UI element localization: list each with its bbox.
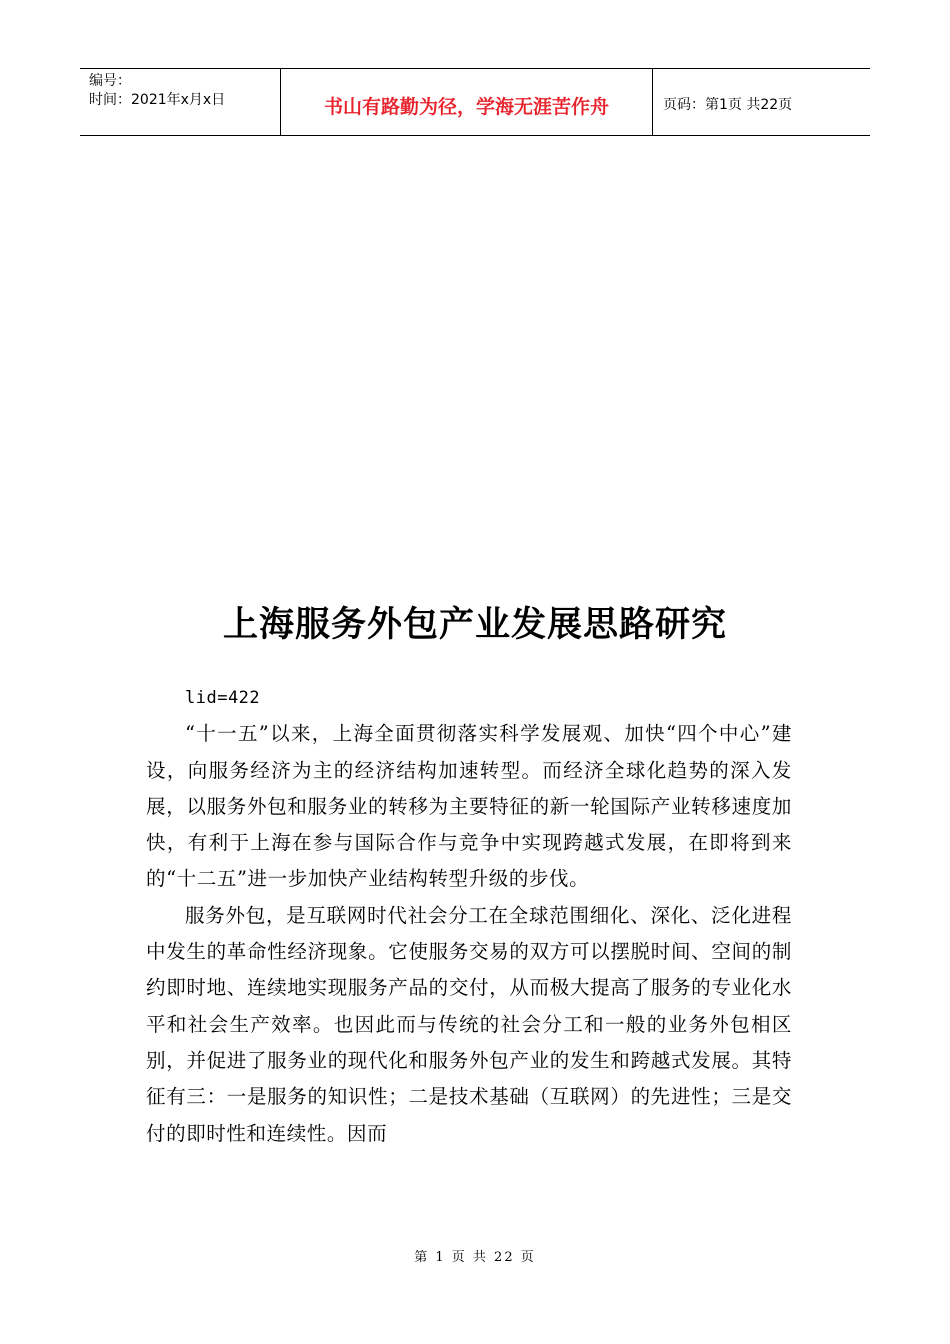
lid-text: lid=422 xyxy=(185,688,261,708)
serial-number-label: 编号： xyxy=(89,73,131,89)
paragraph: 服务外包，是互联网时代社会分工在全球范围细化、深化、泛化进程中发生的革命性经济现象。它使服务交易的双方可以摆脱时间、空间的制约即时地、连续地实现服务产品的交付，从而极大提高了服务的专业化水平和社会生产效率。也因此而与传统的社会分工和一般的业务外包相区别，并促进了服务业的现代化和服务外包产业的发生和跨越式发展。其特征有三：一是服务的知识性；二是技术基础（互联网）的先进性；三是交付的即时性和连续性。因而 xyxy=(146,903,792,1145)
header-table xyxy=(80,68,870,136)
lid-line xyxy=(146,679,792,716)
header-meta-cell xyxy=(80,69,281,135)
header-motto-cell xyxy=(281,69,653,135)
page-footer: 第 1 页 共 22 页 xyxy=(414,1250,536,1265)
paragraph: “十一五”以来，上海全面贯彻落实科学发展观、加快“四个中心”建设，向服务经济为主的经济结构加速转型。而经济全球化趋势的深入发展，以服务外包和服务业的转移为主要特征的新一轮国际产业转移速度加快，有利于上海在参与国际合作与竞争中实现跨越式发展，在即将到来的“十二五”进一步加快产业结构转型升级的步伐。 xyxy=(146,722,792,891)
date-label: 时间：2021年x月x日 xyxy=(89,92,226,108)
motto-text: 书山有路勤为径，学海无涯苦作舟 xyxy=(323,96,609,118)
header-page-cell xyxy=(653,69,870,135)
document-title: 上海服务外包产业发展思路研究 xyxy=(222,605,727,645)
page-info: 页码：第1页 共22页 xyxy=(663,97,793,113)
document-body xyxy=(146,679,792,1152)
